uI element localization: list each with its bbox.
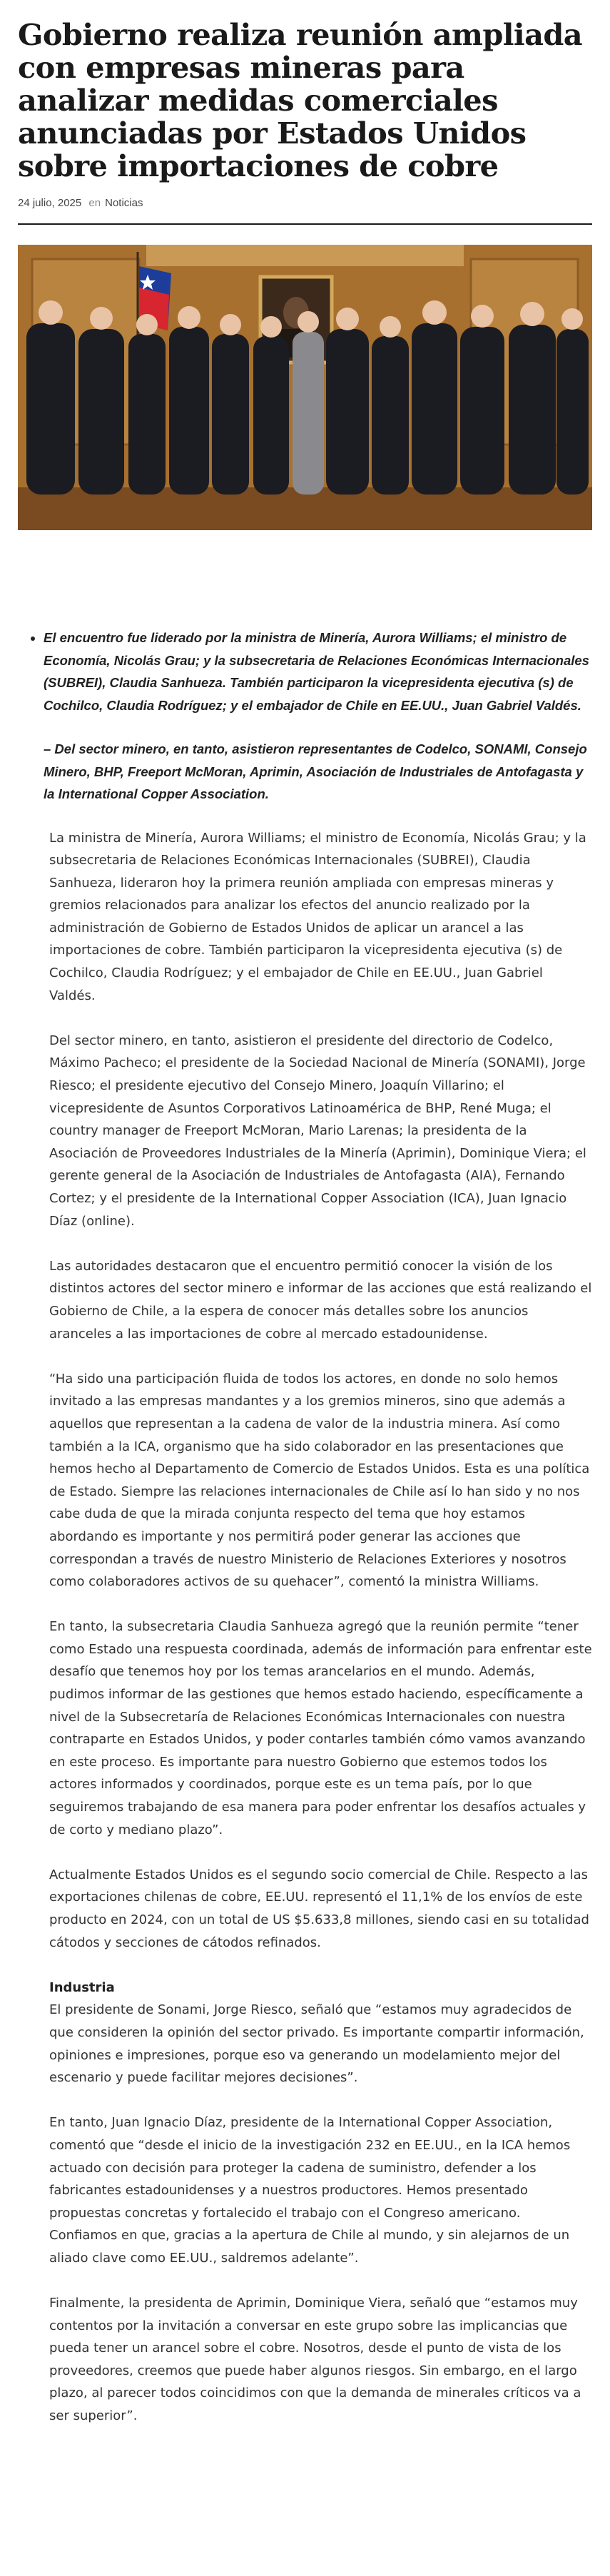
body-paragraph: “Ha sido una participación fluida de todos los actores, en donde no solo hemos invitado a las empresas mandantes y a los gremios mineros, sino que además a aquellos que representan a la cadena de valor de la industria minera. Así como también a la ICA, organismo que ha sido colaborador en las presentaciones que hemos hecho al Departamento de Comercio de Estados Unidos. Esta es una política de Estado. Siempre las relaciones internacionales de Chile así lo han sido y no nos cabe duda de que la mirada conjunta respecto del tema que hoy estamos abordando es importante y nos permitirá poder generar las acciones que correspondan a través de nuestro Ministerio de Relaciones Exteriores y nosotros como colaboradores activos de su quehacer”, comentó la ministra Williams. (49, 1371, 590, 1590)
title-divider (18, 223, 592, 225)
category-link[interactable]: Noticias (105, 197, 143, 209)
body-paragraph: En tanto, la subsecretaria Claudia Sanhueza agregó que la reunión permite “tener como Estado una respuesta coordinada, además de información para enfrentar este desafío que tenemos hoy por los temas arancelarios en el mundo. Además, pudimos informar de las gestiones que hemos estado haciendo, específicamente a nivel de la Subsecretaría de Relaciones Económicas Internacionales con nuestra contraparte en Estados Unidos, y poder contarles también cómo vamos avanzando en este proceso. Es importante para nuestro Gobierno que estemos todos los actores informados y coordinados, porque este es un tema país, por lo que seguiremos trabajando de esa manera para poder enfrentar los desafíos actuales y de corto y mediano plazo”. (49, 1619, 592, 1837)
body-paragraph: En tanto, Juan Ignacio Díaz, presidente de la International Copper Association, comentó que “desde el inicio de la investigación 232 en EE.UU., en la ICA hemos actuado con decisión para proteger la cadena de suministro, defender a los fabricantes estadounidenses y a nuestros productores. Hemos presentado propuestas concretas y fortalecido el trabajo con el Congreso americano. Confiamos en que, gracias a la apertura de Chile al mundo, y sin alejarnos de un aliado clave como EE.UU., saldremos adelante”. (49, 2115, 571, 2266)
article-photo (18, 245, 592, 530)
body-paragraph: Las autoridades destacaron que el encuentro permitió conocer la visión de los distintos actores del sector minero e informar de las acciones que está realizando el Gobierno de Chile, a la espera de conocer más detalles sobre los anuncios aranceles a las importaciones de cobre al mercado estadounidense. (49, 1258, 592, 1342)
article-title: Gobierno realiza reunión ampliada con empresas mineras para analizar medidas comerciales anunciadas por Estados Unidos sobre importaciones de cobre (18, 17, 583, 183)
lead-bullet: • El encuentro fue liderado por la ministra de Minería, Aurora Williams; el ministro de Economía, Nicolás Grau; y la subsecretaria de Relaciones Económicas Internacionales (SUBREI), Claudia Sanhueza. También participaron la vicepresidenta ejecutiva (s) de Cochilco, Claudia Rodríguez; y el embajador de Chile en EE.UU., Juan Gabriel Valdés. (44, 627, 592, 716)
article-lead (18, 627, 592, 806)
body-paragraph: Del sector minero, en tanto, asistieron el presidente del directorio de Codelco, Máximo Pacheco; el presidente de la Sociedad Nacional de Minería (SONAMI), Jorge Riesco; el presidente ejecutivo del Consejo Minero, Joaquín Villarino; el vicepresidente de Asuntos Corporativos Latinoamérica de BHP, René Muga; el country manager de Freeport McMoran, Mario Larenas; la presidenta de la Asociación de Proveedores Industriales de la Minería (Aprimin), Dominique Viera; el gerente general de la Asociación de Industriales de Antofagasta (AIA), Fernando Cortez; y el presidente de la International Copper Association (ICA), Juan Ignacio Díaz (online). (49, 1033, 586, 1229)
category-prefix: en (88, 197, 101, 209)
body-paragraph: Actualmente Estados Unidos es el segundo socio comercial de Chile. Respecto a las exportaciones chilenas de cobre, EE.UU. representó el 11,1% de los envíos de este producto en 2024, con un total de US $5.633,8 millones, siendo casi en su totalidad cátodos y secciones de cátodos refinados. (49, 1867, 589, 1950)
lead-second: – Del sector minero, en tanto, asistieron representantes de Codelco, SONAMI, Consejo Minero, BHP, Freeport McMoran, Aprimin, Asociación de Industriales de Antofagasta y la International Copper Association. (44, 741, 587, 801)
section-heading: Industria (49, 1979, 115, 1995)
body-paragraph: Finalmente, la presidenta de Aprimin, Dominique Viera, señaló que “estamos muy contentos por la invitación a conversar en este grupo sobre las implicancias que pueda tener un arancel sobre el cobre. Nosotros, desde el punto de vista de los proveedores, creemos que puede haber algunos riesgos. Sin embargo, en el largo plazo, al parecer todos coincidimos con que la demanda de minerales críticos va a ser superior”. (49, 2296, 581, 2424)
article (18, 0, 592, 2450)
body-paragraph: El presidente de Sonami, Jorge Riesco, señaló que “estamos muy agradecidos de que consideren la opinión del sector privado. Es importante compartir información, opiniones e impresiones, porque eso va generando un modelamiento mejor del escenario y puede facilitar mejores decisiones”. (49, 2002, 584, 2086)
publish-date: 24 julio, 2025 (18, 197, 82, 209)
article-meta (18, 197, 592, 209)
lead-list (18, 627, 592, 716)
body-paragraph: La ministra de Minería, Aurora Williams; el ministro de Economía, Nicolás Grau; y la subsecretaria de Relaciones Económicas Internacionales (SUBREI), Claudia Sanhueza, lideraron hoy la primera reunión ampliada con empresas mineras y gremios relacionados para analizar los efectos del anuncio realizado por la administración de Gobierno de Estados Unidos de aplicar un arancel a las importaciones de cobre. También participaron la vicepresidenta ejecutiva (s) de Cochilco, Claudia Rodríguez; y el embajador de Chile en EE.UU., Juan Gabriel Valdés. (49, 830, 586, 1003)
article-body (18, 827, 592, 2428)
